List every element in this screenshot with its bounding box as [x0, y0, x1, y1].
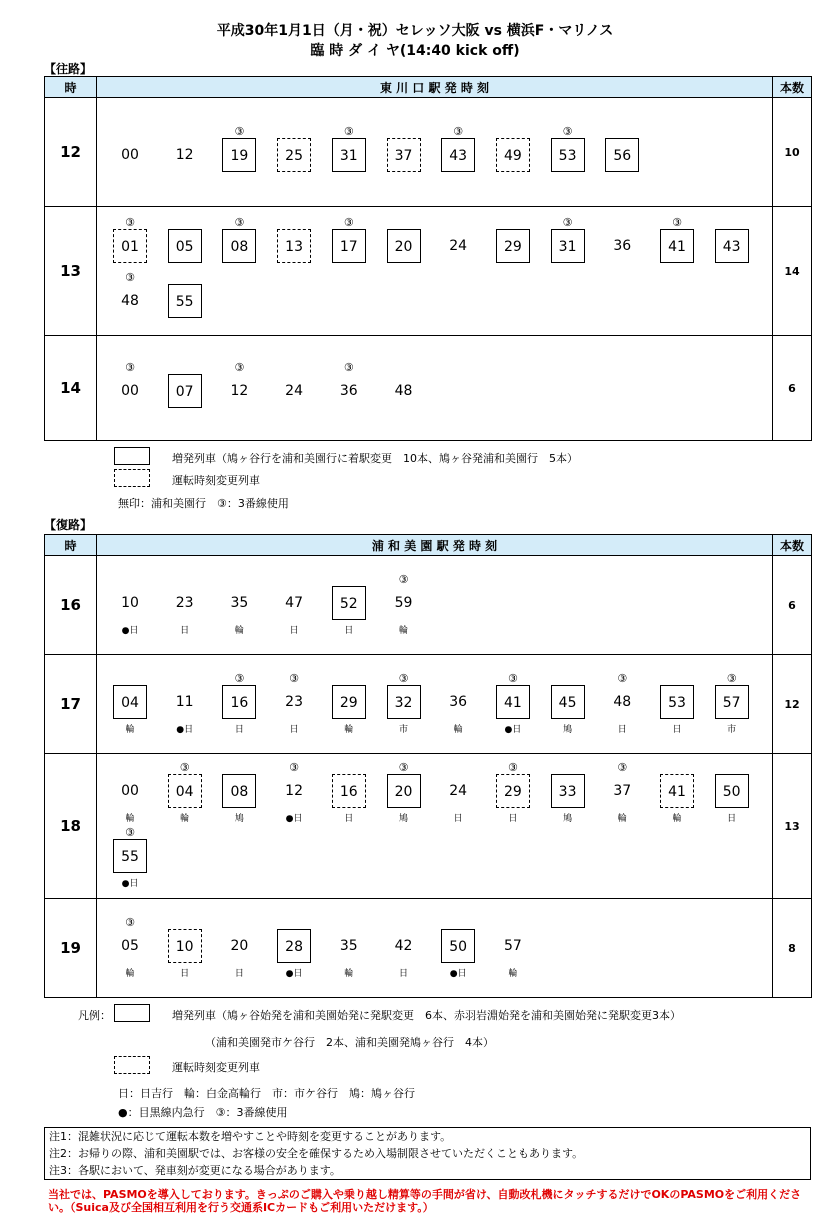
platform-3-mark: ③ — [234, 360, 245, 374]
departure-minute: 24 — [449, 238, 468, 254]
platform-3-mark: ③ — [289, 671, 300, 685]
platform-3-mark: ③ — [125, 216, 135, 229]
departure-minute: 12 — [230, 382, 249, 399]
train-count-cell: 10 — [773, 98, 812, 207]
departure — [166, 125, 204, 180]
page-title: 平成30年1月1日（月・祝）セレッソ大阪 vs 横浜F・マリノス — [216, 23, 614, 39]
station-header: 浦 和 美 園 駅 発 時 刻 — [97, 535, 773, 556]
destination-mark: 日 — [617, 724, 627, 735]
departure — [166, 573, 204, 638]
departures-cell — [97, 754, 773, 899]
train-count-cell: 8 — [773, 899, 812, 998]
legend-label: 凡例： — [78, 1009, 111, 1022]
departure — [111, 761, 149, 826]
destination-mark: 日 — [289, 625, 299, 636]
outbound-timetable — [44, 76, 812, 441]
departure — [439, 916, 477, 981]
platform-3-mark: ③ — [726, 671, 737, 685]
platform-3-mark: ③ — [398, 761, 409, 774]
inbound-timetable — [44, 534, 812, 998]
changed-train-minute: 49 — [496, 138, 530, 172]
departure — [494, 761, 532, 826]
departure — [385, 573, 423, 638]
train-count-cell: 6 — [773, 556, 812, 655]
platform-3-mark: ③ — [234, 124, 245, 138]
hour-row — [45, 754, 812, 899]
legend-solid-box — [114, 1004, 150, 1022]
departure-minute: 12 — [175, 146, 194, 163]
hour-cell: 14 — [45, 336, 97, 441]
departure — [166, 916, 204, 981]
departure — [494, 216, 532, 271]
note-2: 注2：お帰りの際、浦和美園駅では、お客様の安全を確保するため入場制限させていただくこともあります。 — [49, 1147, 584, 1160]
destination-mark: ●日 — [504, 724, 522, 735]
train-count-cell: 12 — [773, 655, 812, 754]
departure — [494, 125, 532, 180]
departure — [385, 761, 423, 826]
extra-train-minute: 31 — [332, 138, 366, 172]
destination-mark: 輪 — [234, 625, 244, 636]
station-header: 東 川 口 駅 発 時 刻 — [97, 77, 773, 98]
departure — [713, 216, 751, 271]
departure-minute: 23 — [285, 693, 303, 710]
departure — [603, 761, 641, 826]
notes-box — [44, 1127, 811, 1180]
hour-cell: 16 — [45, 556, 97, 655]
destination-mark: 輪 — [125, 724, 135, 735]
departure-minute: 23 — [175, 594, 194, 611]
departure — [111, 125, 149, 180]
departure-minute: 48 — [613, 693, 632, 710]
departures-cell — [97, 556, 773, 655]
departure — [439, 216, 477, 271]
destination-mark: 日 — [508, 814, 518, 824]
departure — [220, 761, 258, 826]
departure — [385, 672, 423, 737]
departure — [603, 216, 641, 271]
note-1: 注1：混雑状況に応じて運転本数を増やすことや時刻を変更することがあります。 — [49, 1130, 452, 1143]
departure — [330, 216, 368, 271]
destination-mark: 市 — [727, 724, 737, 735]
destination-mark: 日 — [180, 968, 190, 979]
legend-dotted-box — [114, 469, 150, 487]
extra-train-minute: 17 — [332, 229, 366, 263]
changed-train-minute: 41 — [660, 774, 694, 808]
extra-train-minute: 29 — [332, 685, 366, 719]
extra-train-minute: 20 — [387, 774, 421, 808]
extra-train-minute: 08 — [222, 229, 256, 263]
departure — [111, 216, 149, 271]
extra-train-minute: 52 — [332, 586, 366, 620]
departure-minute: 42 — [394, 937, 413, 954]
departure — [275, 761, 313, 826]
hour-cell: 19 — [45, 899, 97, 998]
legend-solid-box — [114, 447, 150, 465]
platform-3-mark: ③ — [398, 572, 409, 586]
departure — [658, 216, 696, 271]
departure — [549, 216, 587, 271]
departure — [330, 361, 368, 416]
departure-minute: 35 — [339, 937, 358, 954]
extra-train-minute: 55 — [168, 284, 202, 318]
changed-train-minute: 01 — [113, 229, 147, 263]
departure-minute: 48 — [121, 293, 139, 309]
departure — [111, 361, 149, 416]
departure — [220, 125, 258, 180]
extra-train-minute: 45 — [551, 685, 585, 719]
note-3: 注3：各駅において、発車刻が変更になる場合があります。 — [49, 1164, 341, 1177]
departure-minute: 35 — [230, 594, 249, 611]
inbound-section-label: 【復路】 — [44, 518, 93, 532]
departure — [330, 672, 368, 737]
departure — [275, 573, 313, 638]
platform-3-mark: ③ — [562, 124, 573, 138]
platform-3-mark: ③ — [617, 761, 628, 774]
departure-minute: 36 — [613, 238, 632, 254]
platform-3-mark: ③ — [507, 671, 518, 685]
destination-mark: 日 — [289, 724, 299, 735]
extra-train-minute: 43 — [441, 138, 475, 172]
departure — [549, 761, 587, 826]
destination-mark: 日 — [344, 625, 354, 636]
destination-mark: 輪 — [180, 814, 190, 824]
destination-mark: 輪 — [125, 814, 135, 824]
departure — [275, 672, 313, 737]
hour-row — [45, 655, 812, 754]
legend-solid-text: 増発列車（鳩ヶ谷始発を浦和美園始発に発駅変更 6本、赤羽岩淵始発を浦和美園始発に発駅変更3本） — [172, 1009, 681, 1022]
departure — [549, 125, 587, 180]
extra-train-minute: 20 — [387, 229, 421, 263]
departure — [166, 216, 204, 271]
platform-3-mark: ③ — [234, 216, 245, 229]
extra-train-minute: 28 — [277, 929, 311, 963]
destination-mark: 鳩 — [234, 814, 244, 824]
departure — [658, 672, 696, 737]
departure — [166, 761, 204, 826]
departure-minute: 12 — [285, 783, 303, 799]
departure — [220, 361, 258, 416]
hour-row — [45, 556, 812, 655]
extra-train-minute: 53 — [551, 138, 585, 172]
departure-minute: 48 — [394, 382, 413, 399]
departures-cell — [97, 899, 773, 998]
destination-mark: 日 — [180, 625, 190, 636]
extra-train-minute: 55 — [113, 839, 147, 873]
pasmo-notice: 当社では、PASMOを導入しております。きっぷのご購入や乗り越し精算等の手間が省け、自動改札機にタッチするだけでOKのPASMOをご利用ください。（Suica及び全国相互利用を行う交通系ICカードもご利用いただけます。） — [48, 1188, 802, 1214]
changed-train-minute: 13 — [277, 229, 311, 263]
legend-dotted-text: 運転時刻変更列車 — [172, 474, 260, 487]
platform-3-mark: ③ — [617, 671, 628, 685]
platform-3-mark: ③ — [507, 761, 518, 774]
extra-train-minute: 33 — [551, 774, 585, 808]
departure — [603, 125, 641, 180]
extra-train-minute: 19 — [222, 138, 256, 172]
legend-destinations: 日：日吉行 輪：白金高輪行 市：市ケ谷行 鳩：鳩ヶ谷行 — [118, 1087, 415, 1100]
departure-minute: 59 — [394, 594, 413, 611]
departure — [713, 761, 751, 826]
hour-header: 時 — [45, 77, 97, 98]
page-subtitle: 臨 時 ダ イ ヤ(14:40 kick off) — [310, 43, 520, 59]
platform-3-mark: ③ — [125, 915, 135, 929]
extra-train-minute: 07 — [168, 374, 202, 408]
destination-mark: 輪 — [617, 814, 627, 824]
departure-minute: 10 — [121, 594, 139, 611]
departure — [385, 125, 423, 180]
departure-minute: 00 — [121, 146, 139, 163]
destination-mark: 輪 — [344, 724, 354, 735]
platform-3-mark: ③ — [562, 216, 573, 229]
departure-minute: 36 — [449, 693, 468, 710]
hour-row — [45, 336, 812, 441]
departure — [275, 125, 313, 180]
destination-mark: 日 — [453, 814, 463, 824]
platform-3-mark: ③ — [343, 360, 354, 374]
departure — [111, 826, 149, 891]
departure — [494, 672, 532, 737]
changed-train-minute: 10 — [168, 929, 202, 963]
departure — [385, 361, 423, 416]
platform-3-mark: ③ — [234, 671, 245, 685]
destination-mark: 輪 — [672, 814, 682, 824]
legend-dotted-text: 運転時刻変更列車 — [172, 1061, 260, 1074]
destination-mark: 市 — [398, 724, 408, 735]
platform-3-mark: ③ — [179, 761, 190, 774]
departure-minute: 57 — [503, 937, 522, 954]
departure — [220, 573, 258, 638]
extra-train-minute: 32 — [387, 685, 421, 719]
departures-cell — [97, 655, 773, 754]
changed-train-minute: 16 — [332, 774, 366, 808]
departure — [330, 125, 368, 180]
departure-minute: 36 — [339, 382, 358, 399]
platform-3-mark: ③ — [343, 124, 354, 138]
changed-train-minute: 37 — [387, 138, 421, 172]
departure — [439, 125, 477, 180]
changed-train-minute: 25 — [277, 138, 311, 172]
departure-minute: 37 — [613, 783, 632, 799]
departure-minute: 47 — [285, 594, 303, 611]
departure — [275, 216, 313, 271]
extra-train-minute: 29 — [496, 229, 530, 263]
legend-note: 無印：浦和美園行 ③：3番線使用 — [118, 497, 289, 510]
departure — [166, 271, 204, 326]
departure — [111, 672, 149, 737]
platform-3-mark: ③ — [343, 216, 354, 229]
departure-minute: 20 — [230, 937, 249, 954]
departure — [385, 916, 423, 981]
destination-mark: ●日 — [176, 724, 194, 735]
departure — [111, 271, 149, 326]
destination-mark: 輪 — [125, 968, 135, 979]
count-header: 本数 — [773, 535, 812, 556]
platform-3-mark: ③ — [453, 124, 464, 138]
departure — [439, 761, 477, 826]
train-count-cell: 14 — [773, 207, 812, 336]
destination-mark: 輪 — [453, 724, 463, 735]
departure — [111, 573, 149, 638]
departure — [549, 672, 587, 737]
extra-train-minute: 57 — [715, 685, 749, 719]
departure — [220, 672, 258, 737]
destination-mark: ●日 — [285, 968, 303, 979]
departure-minute: 00 — [121, 382, 139, 399]
legend-solid-text: 増発列車（鳩ヶ谷行を浦和美園行に着駅変更 10本、鳩ヶ谷発浦和美園行 5本） — [172, 452, 578, 465]
extra-train-minute: 16 — [222, 685, 256, 719]
extra-train-minute: 50 — [715, 774, 749, 808]
departure — [166, 672, 204, 737]
destination-mark: 鳩 — [563, 814, 573, 824]
departure — [658, 761, 696, 826]
departure — [275, 916, 313, 981]
train-count-cell: 13 — [773, 754, 812, 899]
departure — [713, 672, 751, 737]
destination-mark: ●日 — [121, 879, 139, 889]
destination-mark: ●日 — [121, 625, 139, 636]
hour-cell: 12 — [45, 98, 97, 207]
platform-3-mark: ③ — [125, 360, 135, 374]
departure — [439, 672, 477, 737]
extra-train-minute: 04 — [113, 685, 147, 719]
departure-minute: 11 — [175, 693, 194, 710]
hour-row — [45, 899, 812, 998]
destination-mark: 輪 — [344, 968, 354, 979]
train-count-cell: 6 — [773, 336, 812, 441]
departure — [494, 916, 532, 981]
platform-3-mark: ③ — [125, 271, 135, 284]
hour-row — [45, 207, 812, 336]
extra-train-minute: 41 — [660, 229, 694, 263]
departure-minute: 05 — [121, 937, 139, 954]
hour-row — [45, 98, 812, 207]
extra-train-minute: 50 — [441, 929, 475, 963]
departure-minute: 00 — [121, 783, 139, 799]
outbound-section-label: 【往路】 — [44, 62, 93, 76]
destination-mark: 鳩 — [563, 724, 573, 735]
departure — [220, 916, 258, 981]
extra-train-minute: 56 — [605, 138, 639, 172]
departure — [220, 216, 258, 271]
destination-mark: 日 — [344, 814, 354, 824]
departure-minute: 24 — [449, 783, 468, 799]
departure — [111, 916, 149, 981]
departure-minute: 24 — [285, 382, 303, 399]
extra-train-minute: 43 — [715, 229, 749, 263]
extra-train-minute: 08 — [222, 774, 256, 808]
departure — [330, 761, 368, 826]
departures-cell — [97, 98, 773, 207]
legend-solid-text-2: （浦和美園発市ケ谷行 2本、浦和美園発鳩ヶ谷行 4本） — [205, 1036, 494, 1049]
destination-mark: 鳩 — [398, 814, 408, 824]
extra-train-minute: 05 — [168, 229, 202, 263]
departure — [275, 361, 313, 416]
destination-mark: 日 — [234, 724, 244, 735]
departures-cell — [97, 207, 773, 336]
platform-3-mark: ③ — [672, 216, 682, 229]
extra-train-minute: 53 — [660, 685, 694, 719]
platform-3-mark: ③ — [398, 671, 409, 685]
changed-train-minute: 29 — [496, 774, 530, 808]
departure — [166, 361, 204, 416]
hour-header: 時 — [45, 535, 97, 556]
legend-note: ●：目黒線内急行 ③：3番線使用 — [118, 1106, 288, 1119]
destination-mark: 日 — [672, 724, 682, 735]
destination-mark: 輪 — [398, 625, 408, 636]
platform-3-mark: ③ — [289, 761, 300, 774]
hour-cell: 18 — [45, 754, 97, 899]
hour-cell: 17 — [45, 655, 97, 754]
extra-train-minute: 41 — [496, 685, 530, 719]
hour-cell: 13 — [45, 207, 97, 336]
departure — [385, 216, 423, 271]
extra-train-minute: 31 — [551, 229, 585, 263]
destination-mark: ●日 — [449, 968, 467, 979]
destination-mark: 日 — [234, 968, 244, 979]
destination-mark: 輪 — [508, 968, 518, 979]
departure — [330, 573, 368, 638]
platform-3-mark: ③ — [125, 826, 135, 839]
departures-cell — [97, 336, 773, 441]
count-header: 本数 — [773, 77, 812, 98]
destination-mark: 日 — [398, 968, 408, 979]
destination-mark: ●日 — [285, 814, 303, 824]
changed-train-minute: 04 — [168, 774, 202, 808]
legend-dotted-box — [114, 1056, 150, 1074]
departure — [603, 672, 641, 737]
departure — [330, 916, 368, 981]
destination-mark: 日 — [727, 814, 737, 824]
